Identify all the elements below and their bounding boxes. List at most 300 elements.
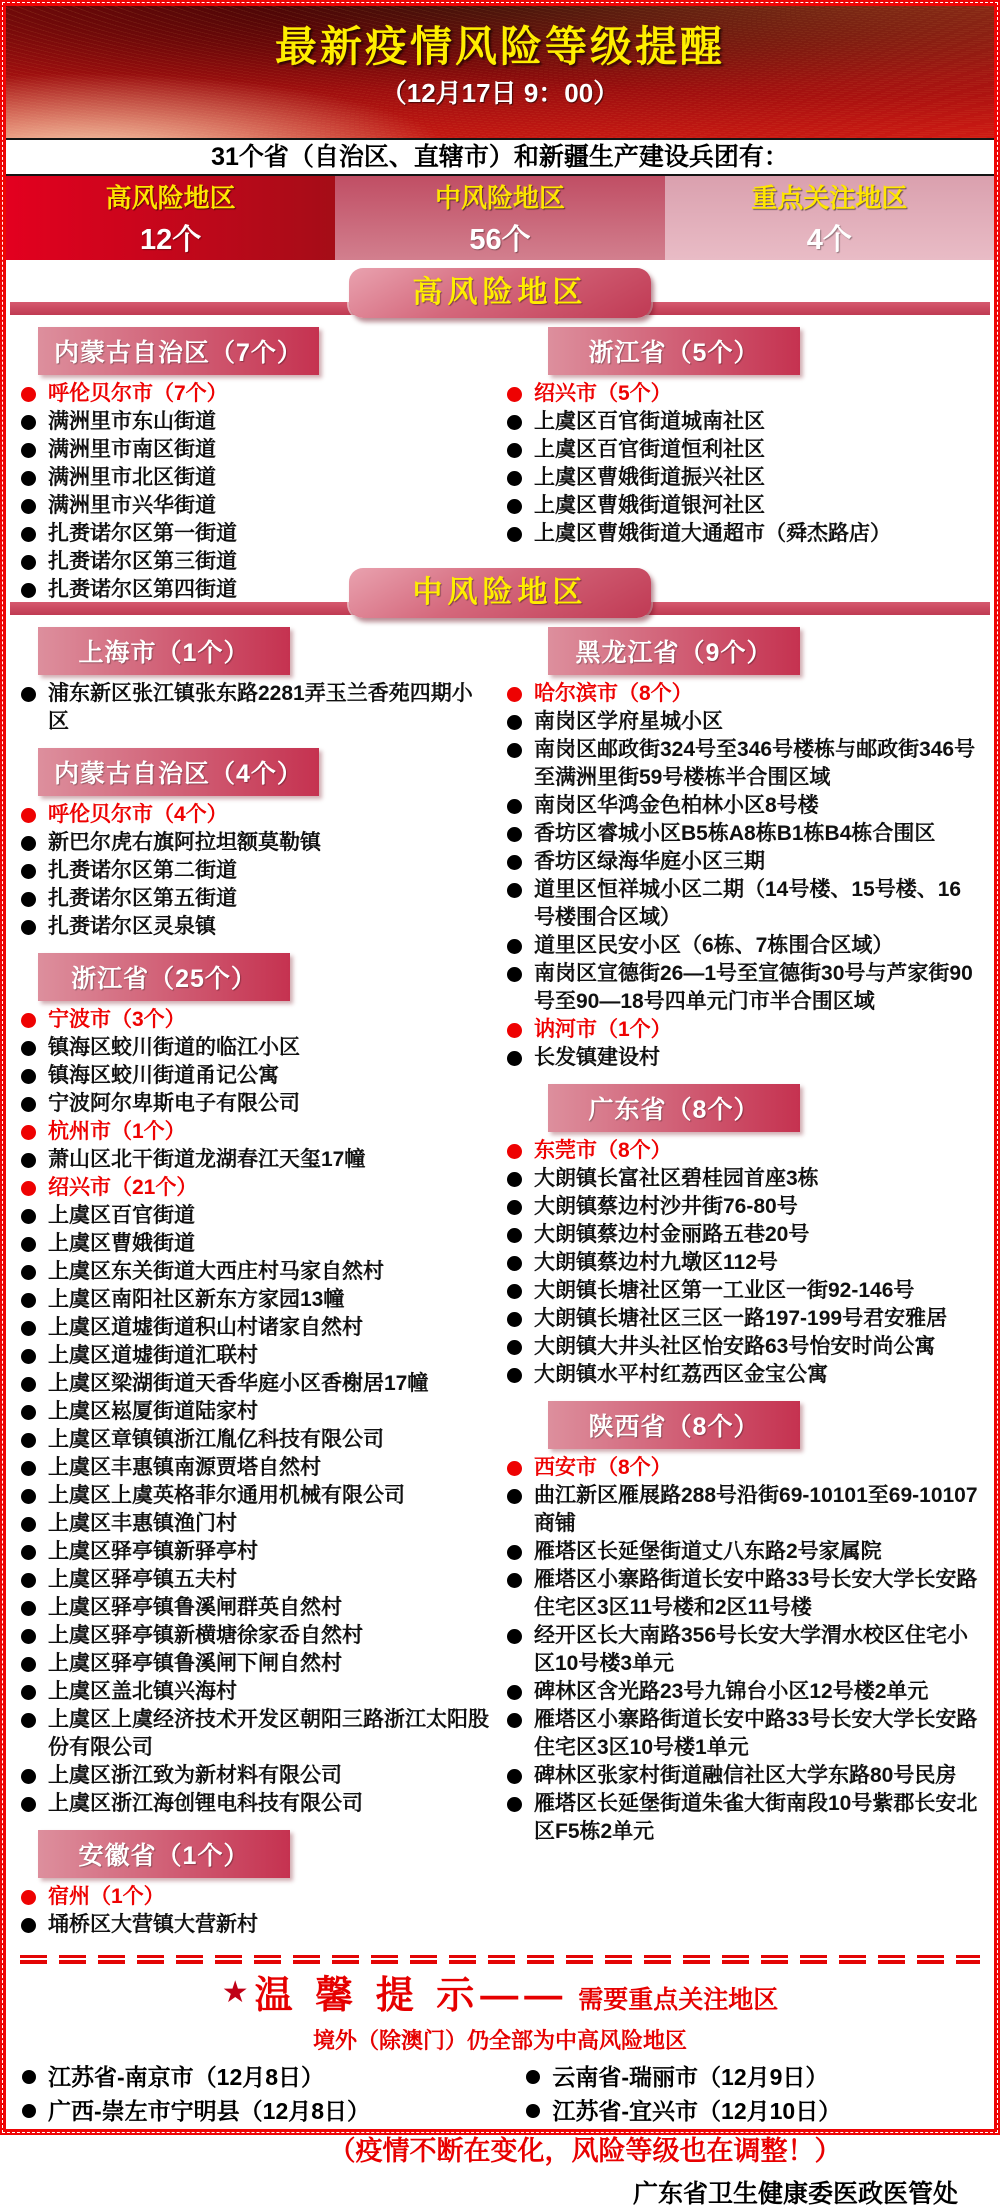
area-item [16, 1398, 494, 1426]
area-item [502, 1762, 986, 1790]
area-item [16, 913, 494, 941]
bullet-icon [21, 1545, 36, 1560]
bullet-icon [21, 1209, 36, 1224]
bullet-icon [21, 1657, 36, 1672]
area-list [16, 1883, 494, 1939]
area-item [16, 520, 494, 548]
province-header-wrap [16, 740, 494, 801]
province-header: 广东省（8个） [548, 1084, 800, 1132]
bullet-icon [21, 1461, 36, 1476]
area-item [502, 1678, 986, 1706]
area-list [502, 1454, 986, 1846]
item-text: 满洲里市北区街道 [48, 466, 216, 489]
watch-item [522, 2096, 988, 2126]
area-item [502, 1333, 986, 1361]
item-text: 宁波市（3个） [48, 1008, 186, 1031]
bullet-icon [526, 2070, 540, 2084]
item-text: 南岗区华鸿金色柏林小区8号楼 [534, 794, 819, 817]
bullet-icon [507, 855, 522, 870]
province-header-wrap [502, 619, 986, 680]
bullet-icon [507, 1713, 522, 1728]
bullet-icon [21, 1013, 36, 1028]
bullet-icon [21, 892, 36, 907]
area-item [16, 1678, 494, 1706]
bullet-icon [21, 920, 36, 935]
area-item [16, 492, 494, 520]
province-header-wrap [502, 1393, 986, 1454]
subtitle-strip: 31个省（自治区、直辖市）和新疆生产建设兵团有： [6, 138, 994, 176]
area-item [16, 680, 494, 736]
area-item [502, 736, 986, 792]
bullet-icon [21, 1153, 36, 1168]
bullet-icon [507, 883, 522, 898]
area-item [502, 1221, 986, 1249]
item-text: 曲江新区雁展路288号沿街69-10101至69-10107商铺 [534, 1484, 978, 1535]
bullet-icon [21, 1685, 36, 1700]
item-text: 埇桥区大营镇大营新村 [48, 1913, 258, 1936]
bullet-icon [507, 1573, 522, 1588]
province-header: 内蒙古自治区（4个） [38, 748, 319, 796]
province-header-wrap [502, 319, 986, 380]
city-item [16, 1883, 494, 1911]
province-header-wrap [16, 945, 494, 1006]
item-text: 上虞区上虞英格菲尔通用机械有限公司 [48, 1484, 405, 1507]
section-columns [6, 615, 994, 1943]
bullet-icon [507, 1023, 522, 1038]
area-item [502, 520, 986, 548]
item-text: 香坊区绿海华庭小区三期 [534, 850, 765, 873]
area-item [16, 1034, 494, 1062]
area-item [16, 1650, 494, 1678]
risk-section-0 [6, 268, 994, 608]
area-item [16, 1454, 494, 1482]
watch-item-text: 云南省-瑞丽市（12月9日） [552, 2064, 829, 2090]
bullet-icon [21, 1041, 36, 1056]
item-text: 南岗区学府星城小区 [534, 710, 723, 733]
area-list [502, 1137, 986, 1389]
bullet-icon [507, 687, 522, 702]
item-text: 上虞区崧厦街道陆家村 [48, 1400, 258, 1423]
stat-label: 高风险地区 [105, 183, 236, 213]
area-item [16, 1230, 494, 1258]
bullet-icon [507, 471, 522, 486]
area-item [16, 1426, 494, 1454]
city-item [502, 1137, 986, 1165]
area-item [502, 1566, 986, 1622]
bullet-icon [21, 1517, 36, 1532]
area-item [16, 1510, 494, 1538]
item-text: 大朗镇长富社区碧桂园首座3栋 [534, 1167, 819, 1190]
item-text: 上虞区上虞经济技术开发区朝阳三路浙江太阳股份有限公司 [48, 1708, 489, 1759]
area-item [502, 1790, 986, 1846]
item-text: 经开区长大南路356号长安大学渭水校区住宅小区10号楼3单元 [534, 1624, 969, 1675]
item-text: 杭州市（1个） [48, 1120, 186, 1143]
bullet-icon [507, 1545, 522, 1560]
bullet-icon [507, 387, 522, 402]
bullet-icon [21, 1265, 36, 1280]
bullet-icon [507, 967, 522, 982]
item-text: 讷河市（1个） [534, 1018, 672, 1041]
item-text: 大朗镇大井头社区怡安路63号怡安时尚公寓 [534, 1335, 936, 1358]
bullet-icon [507, 799, 522, 814]
bullet-icon [21, 1629, 36, 1644]
item-text: 上虞区百官街道 [48, 1204, 195, 1227]
bullet-icon [21, 415, 36, 430]
area-item [502, 1305, 986, 1333]
area-item [16, 1202, 494, 1230]
bullet-icon [21, 1097, 36, 1112]
bullet-icon [21, 864, 36, 879]
bullet-icon [21, 1713, 36, 1728]
bullet-icon [507, 1797, 522, 1812]
item-text: 扎赉诺尔区第五街道 [48, 887, 237, 910]
item-text: 上虞区曹娥街道大通超市（舜杰路店） [534, 522, 891, 545]
page-title: 最新疫情风险等级提醒 [274, 23, 725, 70]
section-columns [6, 315, 994, 608]
province-header: 浙江省（25个） [38, 953, 290, 1001]
province-header: 上海市（1个） [38, 627, 290, 675]
area-item [502, 792, 986, 820]
item-text: 扎赉诺尔区第四街道 [48, 578, 237, 601]
bullet-icon [526, 2104, 540, 2118]
bullet-icon [507, 1228, 522, 1243]
item-text: 碑林区含光路23号九锦台小区12号楼2单元 [534, 1680, 929, 1703]
area-list [16, 801, 494, 941]
item-text: 雁塔区长延堡街道丈八东路2号家属院 [534, 1540, 882, 1563]
area-list [16, 680, 494, 736]
bullet-icon [507, 443, 522, 458]
item-text: 上虞区丰惠镇渔门村 [48, 1512, 237, 1535]
area-item [502, 1044, 986, 1072]
area-item [502, 1249, 986, 1277]
city-item [16, 1118, 494, 1146]
bullet-icon [21, 1769, 36, 1784]
item-text: 大朗镇水平村红荔西区金宝公寓 [534, 1363, 828, 1386]
watch-list [6, 2054, 994, 2126]
item-text: 上虞区浙江致为新材料有限公司 [48, 1764, 342, 1787]
stat-count: 12个 [140, 224, 202, 256]
area-item [16, 829, 494, 857]
stat-medium-risk [335, 176, 664, 260]
item-text: 满洲里市兴华街道 [48, 494, 216, 517]
bullet-icon [507, 1489, 522, 1504]
item-text: 道里区民安小区（6栋、7栋围合区域） [534, 934, 894, 957]
city-item [502, 380, 986, 408]
area-item [502, 1706, 986, 1762]
bullet-icon [21, 527, 36, 542]
area-item [502, 1482, 986, 1538]
item-text: 南岗区宣德街26—1号至宣德街30号与芦家街90号至90—18号四单元门市半合围区域 [534, 962, 973, 1013]
item-text: 满洲里市南区街道 [48, 438, 216, 461]
area-item [16, 1090, 494, 1118]
bullet-icon [507, 939, 522, 954]
item-text: 浦东新区张江镇张东路2281弄玉兰香苑四期小区 [48, 682, 473, 733]
bullet-icon [21, 1573, 36, 1588]
item-text: 上虞区盖北镇兴海村 [48, 1680, 237, 1703]
item-text: 雁塔区长延堡街道朱雀大街南段10号紫郡长安北区F5栋2单元 [534, 1792, 978, 1843]
column-1 [502, 619, 986, 1943]
bullet-icon [507, 1284, 522, 1299]
bullet-icon [507, 1200, 522, 1215]
item-text: 镇海区蛟川街道甬记公寓 [48, 1064, 279, 1087]
area-item [16, 1566, 494, 1594]
watch-item-text: 广西-崇左市宁明县（12月8日） [48, 2098, 371, 2124]
bullet-icon [507, 1461, 522, 1476]
province-header: 黑龙江省（9个） [548, 627, 800, 675]
area-item [16, 1911, 494, 1939]
report-datetime: （12月17日 9：00） [380, 78, 620, 108]
bullet-icon [21, 1125, 36, 1140]
stat-count: 4个 [806, 224, 852, 256]
item-text: 道里区恒祥城小区二期（14号楼、15号楼、16号楼围合区域） [534, 878, 962, 929]
bullet-icon [21, 1797, 36, 1812]
item-text: 上虞区梁湖街道天香华庭小区香榭居17幢 [48, 1372, 429, 1395]
bullet-icon [21, 808, 36, 823]
bullet-icon [507, 527, 522, 542]
risk-section-1 [6, 568, 994, 1943]
item-text: 上虞区曹娥街道银河社区 [534, 494, 765, 517]
item-text: 上虞区道墟街道汇联村 [48, 1344, 258, 1367]
item-text: 上虞区道墟街道积山村诸家自然村 [48, 1316, 363, 1339]
bullet-icon [507, 1144, 522, 1159]
bullet-icon [21, 499, 36, 514]
bullet-icon [507, 1312, 522, 1327]
star-icon: ★ [221, 1976, 249, 2009]
item-text: 上虞区驿亭镇新横塘徐家岙自然村 [48, 1624, 363, 1647]
area-item [16, 1706, 494, 1762]
area-item [16, 1762, 494, 1790]
bullet-icon [507, 1051, 522, 1066]
province-header: 陕西省（8个） [548, 1401, 800, 1449]
area-item [16, 1790, 494, 1818]
area-item [502, 1361, 986, 1389]
province-header-wrap [16, 319, 494, 380]
item-text: 香坊区睿城小区B5栋A8栋B1栋B4栋合围区 [534, 822, 936, 845]
item-text: 镇海区蛟川街道的临江小区 [48, 1036, 300, 1059]
item-text: 绍兴市（5个） [534, 382, 672, 405]
item-text: 萧山区北干街道龙湖春江天玺17幢 [48, 1148, 366, 1171]
bullet-icon [21, 1237, 36, 1252]
item-text: 上虞区驿亭镇新驿亭村 [48, 1540, 258, 1563]
item-text: 大朗镇蔡边村沙井街76-80号 [534, 1195, 798, 1218]
item-text: 满洲里市东山街道 [48, 410, 216, 433]
area-item [502, 848, 986, 876]
city-item [502, 1016, 986, 1044]
bullet-icon [507, 1256, 522, 1271]
bullet-icon [21, 687, 36, 702]
watch-item [18, 2096, 522, 2126]
province-header: 内蒙古自治区（7个） [38, 327, 319, 375]
stat-label: 重点关注地区 [751, 183, 908, 213]
area-item [16, 436, 494, 464]
area-item [502, 708, 986, 736]
bullet-icon [21, 1918, 36, 1933]
sections [6, 268, 994, 1943]
area-item [502, 876, 986, 932]
area-item [502, 464, 986, 492]
item-text: 呼伦贝尔市（4个） [48, 803, 228, 826]
risk-stats-row [6, 176, 994, 260]
area-item [502, 1165, 986, 1193]
bullet-icon [507, 743, 522, 758]
city-item [502, 680, 986, 708]
stat-watch [665, 176, 994, 260]
city-item [16, 1006, 494, 1034]
area-item [16, 1286, 494, 1314]
bullet-icon [21, 1069, 36, 1084]
bullet-icon [21, 1433, 36, 1448]
bullet-icon [21, 1321, 36, 1336]
item-text: 宿州（1个） [48, 1885, 165, 1908]
item-text: 绍兴市（21个） [48, 1176, 198, 1199]
bullet-icon [507, 1685, 522, 1700]
bullet-icon [507, 715, 522, 730]
bullet-icon [21, 1181, 36, 1196]
bullet-icon [21, 1489, 36, 1504]
item-text: 西安市（8个） [534, 1456, 672, 1479]
item-text: 上虞区东关街道大西庄村马家自然村 [48, 1260, 384, 1283]
item-text: 上虞区浙江海创锂电科技有限公司 [48, 1792, 363, 1815]
item-text: 大朗镇长塘社区第一工业区一街92-146号 [534, 1279, 915, 1302]
bullet-icon [21, 1377, 36, 1392]
area-list [16, 1006, 494, 1818]
item-text: 扎赉诺尔区第三街道 [48, 550, 237, 573]
area-item [502, 408, 986, 436]
stat-count: 56个 [469, 224, 531, 256]
province-header: 浙江省（5个） [548, 327, 800, 375]
bullet-icon [21, 1890, 36, 1905]
item-text: 大朗镇蔡边村九墩区112号 [534, 1251, 778, 1274]
change-note: （疫情不断在变化，风险等级也在调整！） [328, 2136, 842, 2167]
bullet-icon [21, 1601, 36, 1616]
tips-suffix: 需要重点关注地区 [578, 1986, 779, 2014]
item-text: 上虞区丰惠镇南源贾塔自然村 [48, 1456, 321, 1479]
item-text: 扎赉诺尔区灵泉镇 [48, 915, 216, 938]
item-text: 上虞区驿亭镇五夫村 [48, 1568, 237, 1591]
area-item [16, 1342, 494, 1370]
item-text: 上虞区百官街道城南社区 [534, 410, 765, 433]
bullet-icon [21, 1349, 36, 1364]
stat-label: 中风险地区 [434, 183, 565, 213]
area-item [502, 1622, 986, 1678]
watch-item-text: 江苏省-南京市（12月8日） [48, 2064, 325, 2090]
bullet-icon [507, 1340, 522, 1355]
item-text: 上虞区驿亭镇鲁溪闸下闸自然村 [48, 1652, 342, 1675]
area-item [502, 960, 986, 1016]
issuer: 广东省卫生健康委医政医管处 [632, 2180, 958, 2208]
item-text: 大朗镇长塘社区三区一路197-199号君安雅居 [534, 1307, 948, 1330]
area-list [502, 380, 986, 548]
bullet-icon [21, 387, 36, 402]
tips-title: 温 馨 提 示—— [254, 1975, 569, 2017]
area-item [502, 1193, 986, 1221]
area-item [16, 1622, 494, 1650]
area-list [502, 680, 986, 1072]
bullet-icon [21, 443, 36, 458]
item-text: 扎赉诺尔区第二街道 [48, 859, 237, 882]
dashed-divider [20, 1955, 980, 1964]
area-item [16, 1370, 494, 1398]
area-item [16, 857, 494, 885]
bullet-icon [507, 1769, 522, 1784]
item-text: 上虞区驿亭镇鲁溪闸群英自然村 [48, 1596, 342, 1619]
item-text: 碑林区张家村街道融信社区大学东路80号民房 [534, 1764, 957, 1787]
item-text: 哈尔滨市（8个） [534, 682, 693, 705]
watch-item [18, 2062, 522, 2092]
area-item [16, 1314, 494, 1342]
item-text: 上虞区南阳社区新东方家园13幢 [48, 1288, 345, 1311]
area-item [502, 1538, 986, 1566]
bullet-icon [21, 1405, 36, 1420]
city-item [16, 801, 494, 829]
item-text: 上虞区百官街道恒利社区 [534, 438, 765, 461]
area-item [16, 408, 494, 436]
item-text: 上虞区曹娥街道 [48, 1232, 195, 1255]
tips-overseas-note: 境外（除澳门）仍全部为中高风险地区 [312, 2028, 687, 2053]
city-item [502, 1454, 986, 1482]
area-item [16, 1538, 494, 1566]
poster-header [6, 6, 994, 138]
area-item [502, 1277, 986, 1305]
bullet-icon [22, 2104, 36, 2118]
column-0 [16, 619, 494, 1943]
bullet-icon [22, 2070, 36, 2084]
bullet-icon [507, 827, 522, 842]
item-text: 宁波阿尔卑斯电子有限公司 [48, 1092, 300, 1115]
column-0 [16, 319, 494, 608]
bullet-icon [507, 1172, 522, 1187]
stat-high-risk [6, 176, 335, 260]
item-text: 雁塔区小寨路街道长安中路33号长安大学长安路住宅区3区11号楼和2区11号楼 [534, 1568, 978, 1619]
area-item [16, 1146, 494, 1174]
item-text: 大朗镇蔡边村金丽路五巷20号 [534, 1223, 810, 1246]
section-banner: 高风险地区 [349, 268, 651, 318]
item-text: 上虞区曹娥街道振兴社区 [534, 466, 765, 489]
bullet-icon [21, 471, 36, 486]
bullet-icon [507, 499, 522, 514]
province-header-wrap [16, 1822, 494, 1883]
area-item [16, 1594, 494, 1622]
area-item [16, 1258, 494, 1286]
watch-item-text: 江苏省-宜兴市（12月10日） [552, 2098, 842, 2124]
area-item [16, 464, 494, 492]
bullet-icon [507, 1629, 522, 1644]
column-1 [502, 319, 986, 608]
item-text: 东莞市（8个） [534, 1139, 672, 1162]
item-text: 长发镇建设村 [534, 1046, 660, 1069]
bullet-icon [21, 836, 36, 851]
bullet-icon [507, 1368, 522, 1383]
area-item [16, 1482, 494, 1510]
watch-item [522, 2062, 988, 2092]
province-header-wrap [16, 619, 494, 680]
province-header-wrap [502, 1076, 986, 1137]
bullet-icon [507, 415, 522, 430]
area-item [16, 885, 494, 913]
area-item [502, 932, 986, 960]
item-text: 南岗区邮政街324号至346号楼栋与邮政街346号至满洲里街59号楼栋半合围区域 [534, 738, 976, 789]
bullet-icon [21, 1293, 36, 1308]
item-text: 呼伦贝尔市（7个） [48, 382, 228, 405]
city-item [16, 1174, 494, 1202]
item-text: 雁塔区小寨路街道长安中路33号长安大学长安路住宅区3区10号楼1单元 [534, 1708, 978, 1759]
area-item [502, 820, 986, 848]
area-item [16, 1062, 494, 1090]
item-text: 上虞区章镇镇浙江胤亿科技有限公司 [48, 1428, 384, 1451]
tips-heading [6, 1970, 994, 2027]
area-item [502, 492, 986, 520]
section-banner: 中风险地区 [349, 568, 651, 618]
